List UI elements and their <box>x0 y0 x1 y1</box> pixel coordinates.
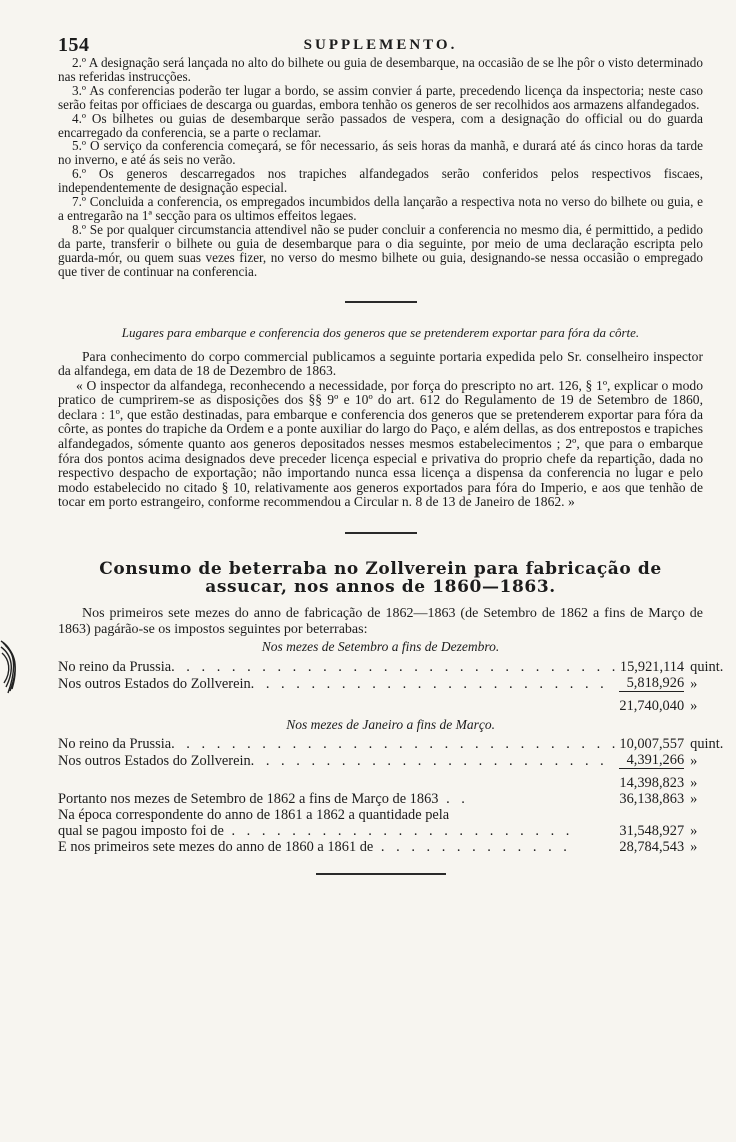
stats-table <box>58 659 723 855</box>
instruction-item: 6.º Os generos descarregados nos trapiches alfandegados serão conferidos pelos respectivos fiscaes, independentemente de designação especial. <box>58 166 703 196</box>
summary-row: Portanto nos mezes de Setembro de 1862 a fins de Março de 1863 . . 36,138,863 » <box>58 791 723 807</box>
row-unit: » <box>690 675 698 692</box>
row-label: No reino da Prussia <box>58 736 172 753</box>
intro-paragraph: Nos primeiros sete mezes do anno de fabricação de 1862—1863 (de Setembro de 1862 a fins de Março de 1863) pagárão-se os impostos seguintes por beterrabas: <box>58 606 703 637</box>
section-title: Consumo de beterraba no Zollverein para fabricação de assucar, nos annos de 1860—1863. <box>99 559 662 598</box>
table-row: Nos outros Estados do Zollverein. . . . . . . . . . . . . . . . . . . . . . . . 4,391,266 » <box>58 752 723 769</box>
row-label: qual se pagou imposto foi de <box>58 823 224 840</box>
instruction-item: 7.º Concluida a conferencia, os empregados incumbidos della lançarão a respectiva nota no verso do bilhete ou guia, e a entregarão na 1ª secção para os ultimos effeitos legaes. <box>58 194 703 223</box>
portaria-quote: « O inspector da alfandega, reconhecendo a necessidade, por força do prescripto no art. 126, § 1º, explicar o modo pratico de cumprirem-se as disposições dos §§ 9º e 10º do art. 612 do Regulamento de 19 de Setembro de 1860, declara : 1º, que estão destinadas, para embarque e conferencia dos generos que se pretenderem exportar para fóra da côrte, as pontes do trapiche da Ordem e a ponte auxiliar do largo do Paço, e além dellas, as dos entrepostos e trapiches alfandegados, sómente quanto aos generos depositados nesses mesmos estabelecimentos ; 2º, que para o embarque fóra dos pontos acima designados deve preceder licença especial e privativa do proprio chefe da repartição, dada no respectivo despacho de exportação; não importando nunca essa licença a dispensa da conferencia no lugar e pelo modo estabelecido no citado § 10, relativamente aos generos exportados para fóra do Imperio, e aos que tenhão de tocar em porto estrangeiro, conforme recommendou a Circular n. 8 de 13 de Janeiro de 1862. » <box>58 377 703 510</box>
row-unit: » <box>690 752 698 769</box>
summary-row: E nos primeiros sete mezes do anno de 1860 a 1861 de . . . . . . . . . . . . . 28,784,543 » <box>58 839 723 855</box>
row-label: Nos outros Estados do Zollverein <box>58 752 251 769</box>
section-divider <box>316 873 446 875</box>
row-label: E nos primeiros sete mezes do anno de 1860 a 1861 de <box>58 839 374 856</box>
section-divider <box>345 301 417 303</box>
subtotal-unit: » <box>690 775 698 792</box>
summary-row <box>58 807 723 823</box>
row-label: Nos outros Estados do Zollverein <box>58 675 251 692</box>
row-unit: » <box>690 839 698 856</box>
table-row: No reino da Prussia. . . . . . . . . . . . . . . . . . . . . . . . . . . . . . 15,921,114 quint. <box>58 659 724 676</box>
row-value: 28,784,543 <box>619 839 685 856</box>
row-unit: quint. <box>690 659 724 676</box>
row-value: 4,391,266 <box>626 752 685 769</box>
running-title: SUPPLEMENTO. <box>303 37 458 53</box>
instruction-item: 4.º Os bilhetes ou guias de desembarque serão passados de vespera, com a designação do official ou do guarda encarregado da conferencia, se a parte o reclamar. <box>58 110 703 140</box>
row-unit: quint. <box>690 736 724 753</box>
row-value: 5,818,926 <box>626 675 685 692</box>
binding-ornament <box>0 637 20 697</box>
page <box>58 34 724 875</box>
table-row: Nos outros Estados do Zollverein. . . . . . . . . . . . . . . . . . . . . . . . 5,818,926 » <box>58 675 723 692</box>
subtotal-unit: » <box>690 698 698 715</box>
subtotal-row <box>58 698 723 714</box>
instruction-item: 5.º O serviço da conferencia começará, se fôr necessario, ás seis horas da manhã, e durará até ás cinco horas da tarde no inverno, e até ás seis no verão. <box>58 138 703 168</box>
instruction-item: 2.º A designação será lançada no alto do bilhete ou guia de desembarque, na occasião de se lhe pôr o visto determinado nas referidas instrucções. <box>58 55 703 84</box>
subtotal-value: 14,398,823 <box>619 775 685 792</box>
section-divider <box>345 532 417 534</box>
row-value: 36,138,863 <box>619 791 685 808</box>
summary-row-continued: qual se pagou imposto foi de . . . . . . . . . . . . . . . . . . . . . . . 31,548,927 » <box>58 823 723 839</box>
table-row: No reino da Prussia. . . . . . . . . . . . . . . . . . . . . . . . . . . . . . 10,007,557 quint. <box>58 736 724 753</box>
instructions-list <box>58 56 703 279</box>
instruction-item: 8.º Se por qualquer circumstancia attendivel não se puder concluir a conferencia no mesmo dia, é permittido, a pedido da parte, transferir o bilhete ou guia de desembarque para o dia seguinte, por meio de uma declaração escripta pelo guarda-mór, ou quem suas vezes fizer, no verso do mesmo bilhete ou guia, designando-se nessa occasião o empregado que tiver de continuar na conferencia. <box>58 221 703 279</box>
row-label: Portanto nos mezes de Setembro de 1862 a fins de Março de 1863 <box>58 791 439 808</box>
export-section <box>58 325 703 511</box>
period-subtitle: Nos mezes de Janeiro a fins de Março. <box>286 717 496 733</box>
row-value: 15,921,114 <box>619 659 685 676</box>
beet-consumption-section <box>58 559 724 856</box>
period-subtitle: Nos mezes de Setembro a fins de Dezembro. <box>261 639 500 655</box>
row-value: 10,007,557 <box>619 736 685 753</box>
page-header <box>58 34 703 60</box>
page-number: 154 <box>58 34 90 56</box>
intro-paragraph: Para conhecimento do corpo commercial publicamos a seguinte portaria expedida pelo Sr. conselheiro inspector da alfandega, em data de 18 de Dezembro de 1863. <box>58 348 703 379</box>
row-label: No reino da Prussia <box>58 659 172 676</box>
subtotal-value: 21,740,040 <box>619 698 685 715</box>
subtotal-row <box>58 775 723 791</box>
instruction-item: 3.º As conferencias poderão ter lugar a bordo, se assim convier á parte, precedendo licença da inspectoria; neste caso serão feitas por officiaes de descarga ou guardas, embora tenhão os generos de ser recolhidos aos armazens alfandegados. <box>58 82 703 112</box>
section-title: Lugares para embarque e conferencia dos generos que se pretenderem exportar para fóra da côrte. <box>121 324 640 340</box>
row-label: Na época correspondente do anno de 1861 a 1862 a quantidade pela <box>58 807 450 824</box>
row-unit: » <box>690 823 698 840</box>
row-unit: » <box>690 791 698 808</box>
row-value: 31,548,927 <box>619 823 685 840</box>
